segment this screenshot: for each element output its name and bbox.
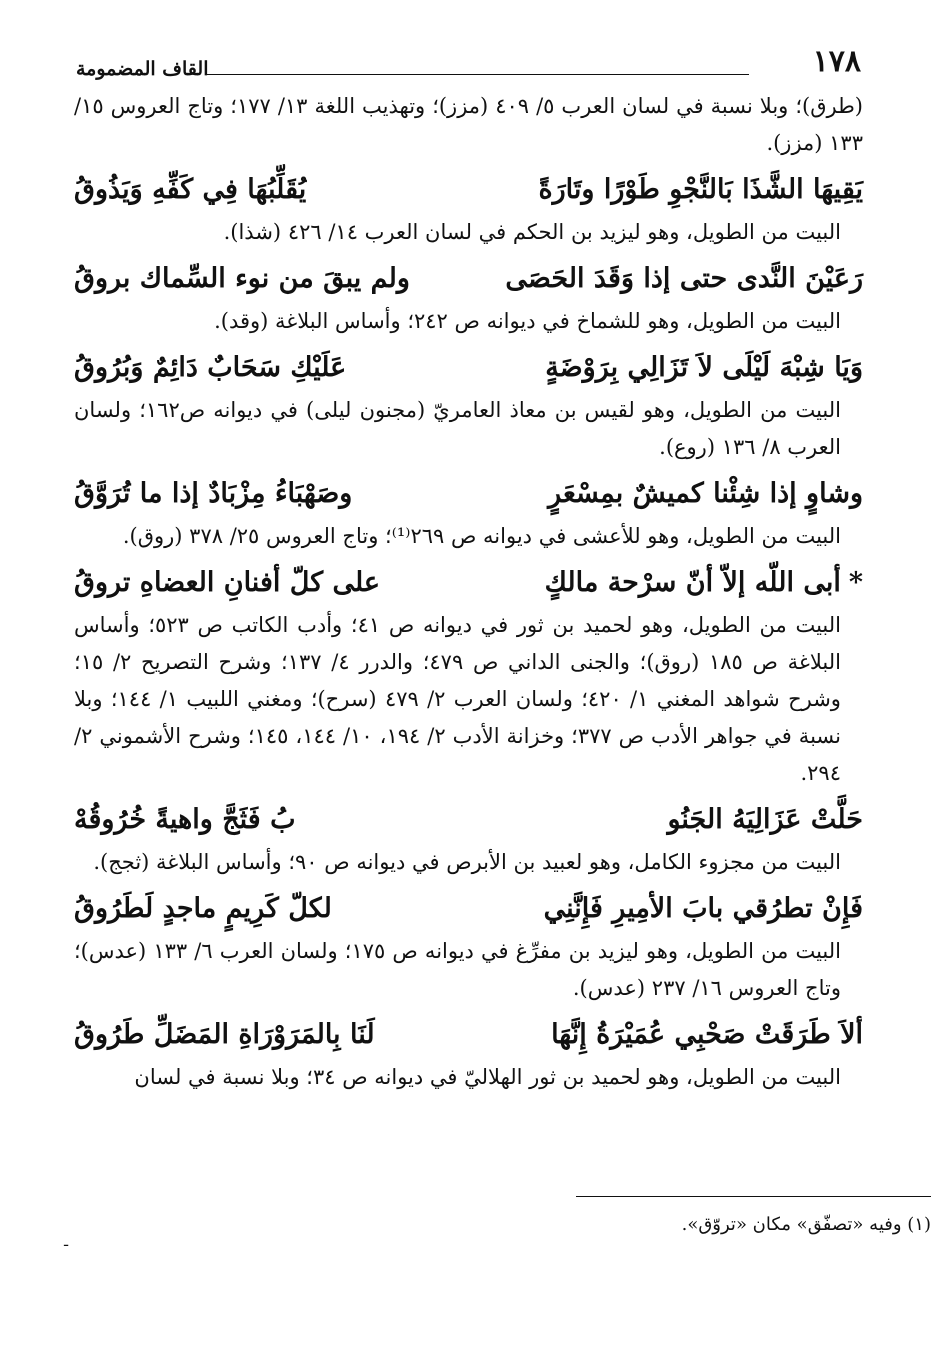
hemistich-text: ألاَ طَرَقَتْ صَحْبِي عُمَيْرَةُ إِنَّهَا (551, 1019, 863, 1050)
verse-citation: البيت من مجزوء الكامل، وهو لعبيد بن الأبرص في ديوانه ص ٩٠؛ وأساس البلاغة (ثجج). (93, 850, 841, 874)
verse-citation: البيت من الطويل، وهو للأعشى في ديوانه ص ٢٦٩⁽¹⁾؛ وتاج العروس ٢٥/ ٣٧٨ (روق). (122, 524, 841, 548)
hemistich-text: رَعَيْنَ النَّدى حتى إذا وَقَدَ الحَصَى (505, 263, 863, 294)
verse-first-hemistich (505, 257, 863, 301)
hemistich-text: وَيَا شِبْهَ لَيْلَى لاَ تَزَالِي بِرَوْضَةٍ (545, 352, 863, 383)
hemistich-text: وشاوٍ إذا شِئْنا كميشٌ بمِسْعَرٍ (548, 478, 863, 509)
verse-citation: البيت من الطويل، وهو لحميد بن ثور الهلاليّ في ديوانه ص ٣٤؛ وبلا نسبة في لسان (134, 1065, 841, 1089)
section-title: القاف المضمومة (76, 58, 209, 80)
verse-line (68, 466, 869, 518)
verse-line (68, 555, 869, 607)
verse-second-hemistich: يُقَلِّبُهَا فِي كَفِّهِ وَيَذُوقُ (74, 174, 307, 205)
verse-first-hemistich (667, 798, 863, 842)
verse-entries (68, 162, 869, 1096)
header-rule (206, 74, 749, 75)
hemistich-text: حَلَّتْ عَزَالِيَهُ الجَنُو (667, 804, 863, 835)
verse-first-hemistich (551, 1013, 863, 1057)
verse-line (68, 251, 869, 303)
verse-second-hemistich: لَنَا بِالمَرَوْرَاةِ المَضَلِّ طَرُوقُ (74, 1019, 375, 1050)
verse-first-hemistich (545, 346, 863, 390)
verse-second-hemistich: لكلّ كَرِيمٍ ماجدٍ لَطَرُوقُ (74, 893, 332, 924)
verse-line (68, 1007, 869, 1059)
verse-second-hemistich: عَلَيْكِ سَحَابٌ دَائِمٌ وَبُرُوقُ (74, 352, 347, 383)
verse-first-hemistich (545, 561, 863, 605)
verse-line (68, 792, 869, 844)
intro-paragraph: (طرق)؛ وبلا نسبة في لسان العرب ٥/ ٤٠٩ (مزز)؛ وتهذيب اللغة ١٣/ ١٧٧؛ وتاج العروس ١٥/ ١٣٣ (مزز). (74, 94, 863, 155)
verse-second-hemistich: على كلّ أفنانِ العضاهِ تروقُ (74, 567, 381, 598)
hemistich-text: أبى اللّه إلاّ أنّ سرْحة مالكٍ (544, 567, 841, 598)
page-header (68, 44, 869, 88)
verse-citation: البيت من الطويل، وهو ليزيد بن مفرِّغ في ديوانه ص ١٧٥؛ ولسان العرب ٦/ ١٣٣ (عدس)؛ وتاج العروس ١٦/ ٢٣٧ (عدس). (74, 939, 841, 1000)
hemistich-text: فَإِنْ تطرُقي بابَ الأمِيرِ فَإِنَّنِي (543, 893, 863, 924)
footnote-rule (576, 1196, 931, 1197)
verse-line (68, 340, 869, 392)
verse-citation: البيت من الطويل، وهو لحميد بن ثور في ديوانه ص ٤١؛ وأدب الكاتب ص ٥٢٣؛ وأساس البلاغة ص ١٨٥ (روق)؛ والجنى الداني ص ٤٧٩؛ والدرر ٤/ ١٣٧؛ وشرح التصريح ٢/ ١٥؛ وشرح شواهد المغني ١/ ٤٢٠؛ ولسان العرب ٢/ ٤٧٩ (سرح)؛ ومغني اللبيب ١/ ١٤٤؛ وبلا نسبة في جواهر الأدب ص ٣٧٧؛ وخزانة الأدب ٢/ ١٩٤، ١٠/ ١٤٤، ١٤٥؛ وشرح الأشموني ٢/ ٢٩٤. (74, 613, 841, 785)
verse-line (68, 162, 869, 214)
verse-citation: البيت من الطويل، وهو لقيس بن معاذ العامريّ (مجنون ليلى) في ديوانه ص١٦٢؛ ولسان العرب ٨/ ١٣٦ (روع). (74, 398, 841, 459)
page-body (68, 88, 869, 1096)
verse-second-hemistich: ولم يبقَ من نوء السِّماك بروقُ (74, 263, 410, 294)
hemistich-text: يَقِيهَا الشَّذَا بَالنَّجْوِ طَوْرًا وتَارَةً (538, 174, 863, 205)
verse-first-hemistich (538, 168, 863, 212)
verse-first-hemistich (548, 472, 863, 516)
book-page (68, 44, 869, 1341)
verse-citation: البيت من الطويل، وهو ليزيد بن الحكم في لسان العرب ١٤/ ٤٢٦ (شذا). (223, 220, 841, 244)
page-number: ١٧٨ (812, 44, 861, 79)
footnote: (١) وفيه «تصفّق» مكان «تروّق». (681, 1214, 931, 1235)
verse-second-hemistich: وصَهْبَاءُ مِزْبَادٌ إذا ما تُرَوَّقُ (74, 478, 353, 509)
verse-second-hemistich: بُ فَثَجَّ واهيةً خُرُوقُهْ (74, 804, 296, 835)
verse-citation: البيت من الطويل، وهو للشماخ في ديوانه ص ٢٤٢؛ وأساس البلاغة (وقد). (214, 309, 841, 333)
star-marker: * (848, 567, 863, 598)
verse-line (68, 881, 869, 933)
verse-first-hemistich (544, 887, 863, 931)
margin-mark: ـ (64, 1234, 69, 1250)
